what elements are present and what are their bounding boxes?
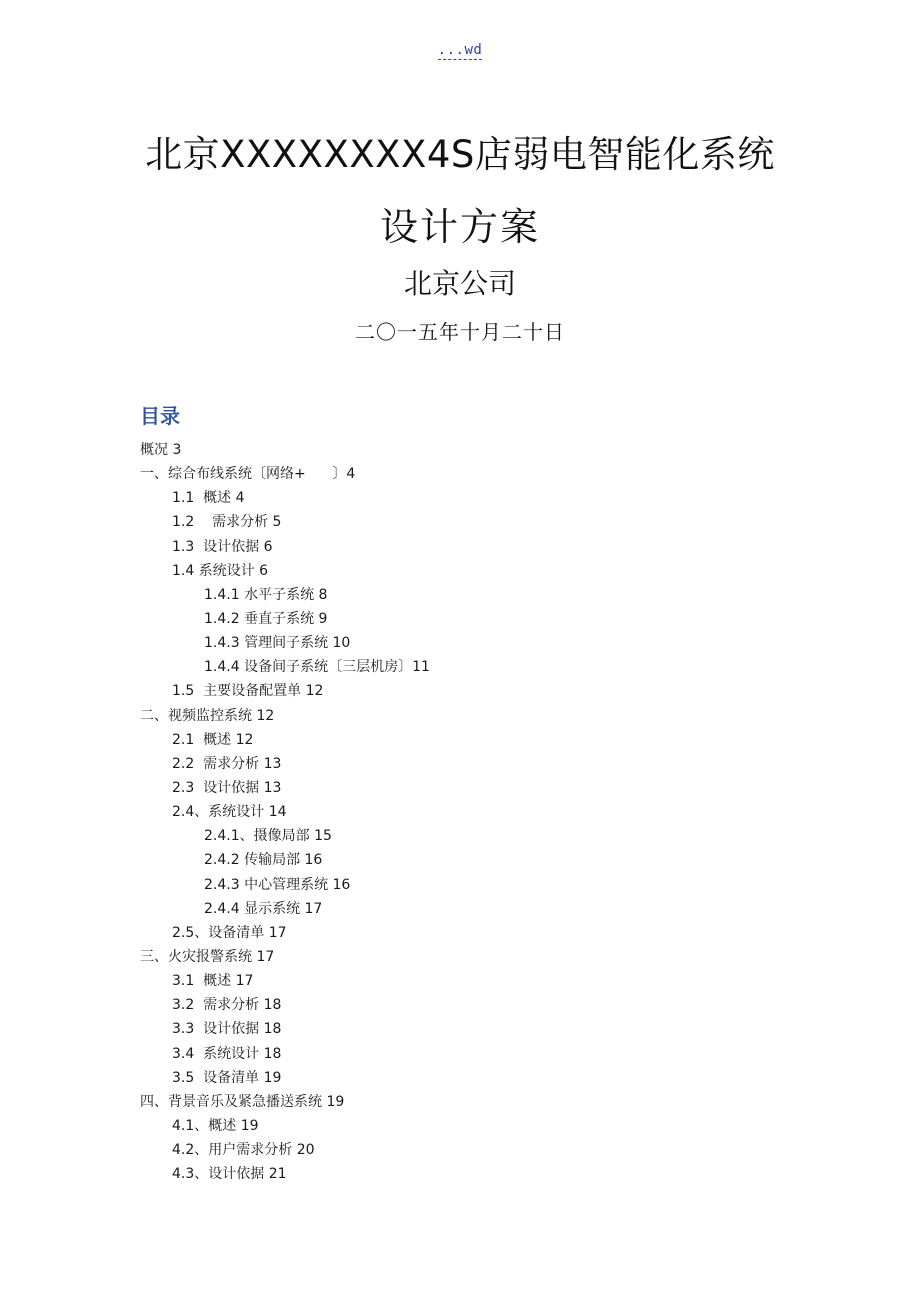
toc-entry[interactable]: 2.3 设计依据 13: [172, 779, 282, 796]
document-title-line-2: 设计方案: [379, 205, 540, 249]
toc-entry[interactable]: 1.4.2 垂直子系统 9: [204, 610, 328, 627]
toc-entry[interactable]: 三、火灾报警系统 17: [140, 948, 275, 965]
toc-entry[interactable]: 四、背景音乐及紧急播送系统 19: [140, 1093, 345, 1110]
document-title-line-1: 北京XXXXXXXX4S店弱电智能化系统: [145, 133, 775, 176]
toc-entry[interactable]: 1.4.4 设备间子系统〔三层机房〕11: [204, 659, 430, 676]
toc-entry[interactable]: 2.4.2 传输局部 16: [204, 852, 323, 869]
toc-entry[interactable]: 2.4.4 显示系统 17: [204, 900, 323, 917]
toc-entry[interactable]: 2.4.1、摄像局部 15: [204, 828, 332, 845]
toc-heading: 目录: [140, 404, 180, 428]
toc-entry[interactable]: 2.4、系统设计 14: [172, 804, 287, 821]
toc-entry[interactable]: 3.5 设备清单 19: [172, 1069, 282, 1086]
toc-entry[interactable]: 4.3、设计依据 21: [172, 1166, 287, 1183]
toc-entry[interactable]: 1.5 主要设备配置单 12: [172, 683, 324, 700]
toc-entry[interactable]: 2.1 概述 12: [172, 731, 254, 748]
header-mark: [0, 42, 920, 58]
toc-entry[interactable]: 1.2 需求分析 5: [172, 514, 282, 531]
toc-entry[interactable]: 3.4 系统设计 18: [172, 1045, 282, 1062]
toc-entry[interactable]: 1.1 概述 4: [172, 490, 245, 507]
header-mark-text: ...wd: [437, 42, 483, 58]
toc-entry[interactable]: 2.4.3 中心管理系统 16: [204, 876, 351, 893]
toc-entry[interactable]: 概况 3: [140, 442, 182, 458]
toc-entry[interactable]: 2.5、设备清单 17: [172, 924, 287, 941]
toc-entry[interactable]: 二、视频监控系统 12: [140, 707, 275, 724]
toc-entry[interactable]: 3.1 概述 17: [172, 973, 254, 990]
toc-entry[interactable]: 1.4.3 管理间子系统 10: [204, 635, 351, 652]
toc-entry[interactable]: 3.3 设计依据 18: [172, 1021, 282, 1038]
document-date: 二〇一五年十月二十日: [355, 320, 565, 344]
toc-entry[interactable]: 4.2、用户需求分析 20: [172, 1142, 315, 1159]
table-of-contents: [140, 438, 840, 1186]
toc-entry[interactable]: 一、综合布线系统〔网络+ 〕4: [140, 466, 356, 483]
toc-entry[interactable]: 1.4.1 水平子系统 8: [204, 586, 328, 603]
toc-entry[interactable]: 1.4 系统设计 6: [172, 562, 269, 579]
toc-entry[interactable]: 4.1、概述 19: [172, 1117, 259, 1134]
toc-entry[interactable]: 3.2 需求分析 18: [172, 997, 282, 1014]
company-name: 北京公司: [403, 267, 516, 300]
toc-entry[interactable]: 2.2 需求分析 13: [172, 755, 282, 772]
toc-entry[interactable]: 1.3 设计依据 6: [172, 538, 273, 555]
